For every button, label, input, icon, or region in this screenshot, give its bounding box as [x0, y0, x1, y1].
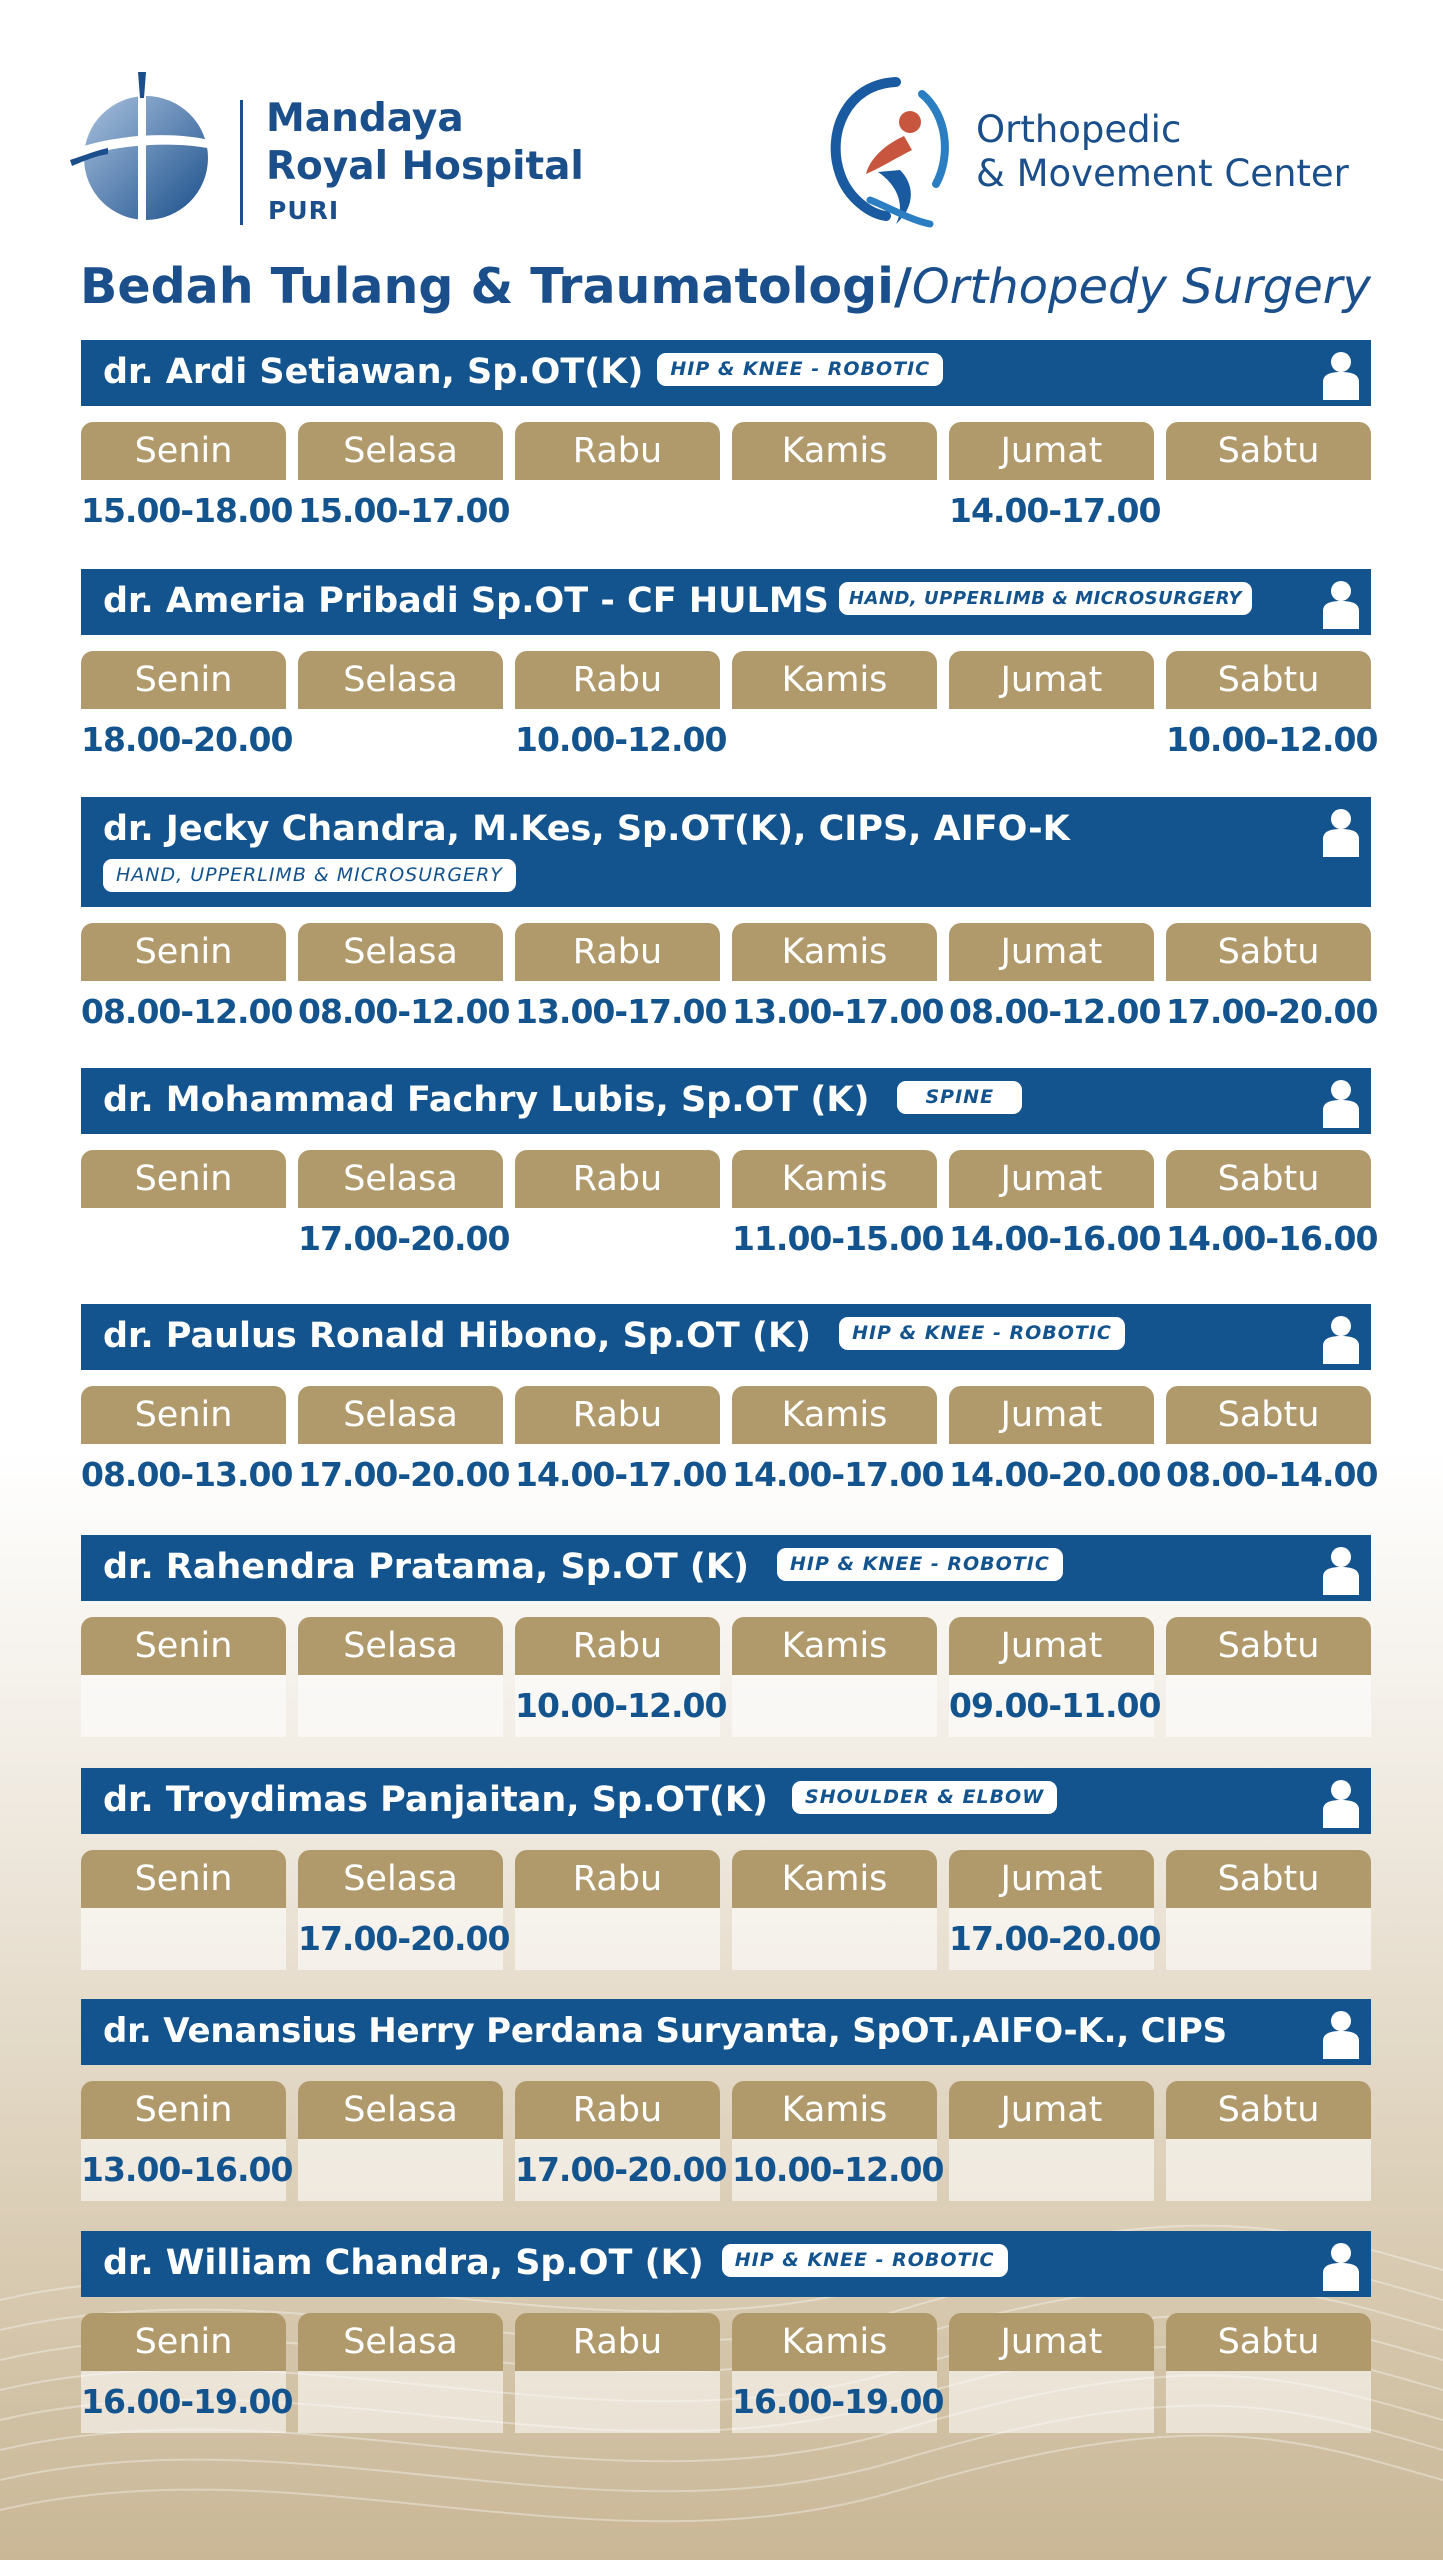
day-label: Selasa: [298, 1386, 503, 1444]
day-label: Rabu: [515, 2313, 720, 2371]
day-label: Jumat: [949, 923, 1154, 981]
day-label: Sabtu: [1166, 1617, 1371, 1675]
time-slot: [81, 1908, 286, 1970]
time-slot: 14.00-17.00: [515, 1455, 727, 1494]
time-row: [81, 709, 1378, 771]
time-slot: 18.00-20.00: [81, 720, 293, 759]
time-slot: [1166, 480, 1371, 542]
time-slot: [298, 2139, 503, 2201]
person-icon: [1321, 1543, 1361, 1595]
day-label: Selasa: [298, 651, 503, 709]
day-label: Sabtu: [1166, 651, 1371, 709]
person-icon: [1321, 2007, 1361, 2059]
day-label: Selasa: [298, 1850, 503, 1908]
day-label: Jumat: [949, 651, 1154, 709]
time-slot: 08.00-14.00: [1166, 1455, 1378, 1494]
day-label: Senin: [81, 2313, 286, 2371]
day-label: Sabtu: [1166, 923, 1371, 981]
time-slot: 08.00-12.00: [81, 992, 293, 1031]
time-slot: [1166, 2139, 1371, 2201]
time-slot: [515, 2371, 720, 2433]
person-icon: [1321, 1076, 1361, 1128]
day-label: Rabu: [515, 422, 720, 480]
doctor-card: [81, 1304, 1378, 1506]
day-label: Rabu: [515, 1386, 720, 1444]
time-slot: [515, 1208, 720, 1270]
doctor-name: dr. Ardi Setiawan, Sp.OT(K): [103, 352, 644, 392]
day-label: Kamis: [732, 1850, 937, 1908]
day-label: Sabtu: [1166, 1850, 1371, 1908]
time-slot: [81, 1208, 286, 1270]
doctor-card: [81, 1999, 1371, 2201]
time-slot: 10.00-12.00: [515, 1675, 720, 1737]
time-slot: 14.00-16.00: [1166, 1219, 1378, 1258]
time-slot: [515, 1908, 720, 1970]
doctor-card: [81, 797, 1378, 1043]
day-label: Selasa: [298, 422, 503, 480]
center-name-line1: Orthopedic: [976, 108, 1182, 151]
day-label: Selasa: [298, 923, 503, 981]
day-label: Rabu: [515, 651, 720, 709]
day-label: Rabu: [515, 1617, 720, 1675]
time-row: [81, 1908, 1371, 1970]
specialty-badge: SHOULDER & ELBOW: [792, 1781, 1057, 1814]
day-label: Rabu: [515, 1850, 720, 1908]
day-header-row: [81, 422, 1371, 480]
doctor-card: [81, 569, 1378, 771]
time-slot: 15.00-18.00: [81, 491, 293, 530]
time-slot: 17.00-20.00: [949, 1908, 1154, 1970]
doctor-header: [81, 1304, 1371, 1370]
doctor-header: [81, 2231, 1371, 2297]
time-slot: [1166, 2371, 1371, 2433]
person-icon: [1321, 348, 1361, 400]
time-slot: 15.00-17.00: [298, 491, 510, 530]
person-icon: [1321, 577, 1361, 629]
time-row: [81, 981, 1378, 1043]
specialty-badge: HAND, UPPERLIMB & MICROSURGERY: [103, 859, 516, 892]
time-slot: 14.00-17.00: [732, 1455, 944, 1494]
time-slot: [298, 709, 503, 771]
day-label: Senin: [81, 923, 286, 981]
specialty-badge: HAND, UPPERLIMB & MICROSURGERY: [839, 582, 1252, 615]
time-row: [81, 1208, 1378, 1270]
doctor-name: dr. Troydimas Panjaitan, Sp.OT(K): [103, 1780, 769, 1820]
doctor-name-row: [103, 1078, 1022, 1122]
doctor-header: [81, 1999, 1371, 2065]
doctor-name-row: [103, 1778, 1057, 1822]
time-slot: 17.00-20.00: [1166, 992, 1378, 1031]
time-slot: [515, 480, 720, 542]
time-slot: 10.00-12.00: [1166, 720, 1378, 759]
doctor-header: [81, 1535, 1371, 1601]
center-name-line2: & Movement Center: [976, 152, 1349, 195]
day-label: Selasa: [298, 1617, 503, 1675]
day-label: Jumat: [949, 1850, 1154, 1908]
day-header-row: [81, 923, 1371, 981]
specialty-badge: HIP & KNEE - ROBOTIC: [657, 353, 943, 386]
time-slot: 09.00-11.00: [949, 1675, 1154, 1737]
time-slot: [949, 709, 1154, 771]
day-header-row: [81, 1617, 1371, 1675]
day-label: Sabtu: [1166, 422, 1371, 480]
day-header-row: [81, 651, 1371, 709]
time-slot: 17.00-20.00: [515, 2139, 720, 2201]
specialty-badge: SPINE: [897, 1081, 1022, 1114]
time-slot: 16.00-19.00: [81, 2371, 286, 2433]
person-icon: [1321, 1776, 1361, 1828]
time-slot: [1166, 1908, 1371, 1970]
doctor-card: [81, 340, 1371, 542]
doctor-name-row: [103, 350, 943, 394]
time-slot: [732, 480, 937, 542]
time-slot: 17.00-20.00: [298, 1455, 510, 1494]
time-slot: 13.00-16.00: [81, 2139, 286, 2201]
day-label: Kamis: [732, 651, 937, 709]
hospital-name-line2: Royal Hospital: [266, 144, 584, 189]
day-label: Sabtu: [1166, 1386, 1371, 1444]
title-main: Bedah Tulang & Traumatologi: [80, 258, 894, 315]
day-label: Sabtu: [1166, 2313, 1371, 2371]
time-slot: [949, 2371, 1154, 2433]
doctor-header: [81, 569, 1371, 635]
time-slot: 14.00-16.00: [949, 1219, 1161, 1258]
movement-figure-logo-icon: [826, 74, 960, 234]
doctor-card: [81, 1768, 1371, 1970]
day-label: Kamis: [732, 923, 937, 981]
day-label: Senin: [81, 1617, 286, 1675]
doctor-name: dr. Venansius Herry Perdana Suryanta, SpOT.,AIFO-K., CIPS: [103, 2011, 1227, 2051]
day-label: Jumat: [949, 1386, 1154, 1444]
doctor-header: [81, 340, 1371, 406]
page-title: [80, 258, 1371, 315]
time-slot: [298, 2371, 503, 2433]
day-label: Senin: [81, 1386, 286, 1444]
specialty-badge: HIP & KNEE - ROBOTIC: [777, 1548, 1063, 1581]
header: [0, 0, 1443, 315]
doctor-card: [81, 2231, 1371, 2433]
person-icon: [1321, 1312, 1361, 1364]
doctor-header: [81, 797, 1371, 907]
time-row: [81, 2139, 1371, 2201]
day-label: Sabtu: [1166, 1150, 1371, 1208]
time-slot: 11.00-15.00: [732, 1219, 944, 1258]
time-slot: 08.00-12.00: [949, 992, 1161, 1031]
time-slot: 10.00-12.00: [732, 2139, 937, 2201]
day-label: Rabu: [515, 1150, 720, 1208]
day-label: Kamis: [732, 1150, 937, 1208]
day-label: Senin: [81, 651, 286, 709]
title-separator: /: [893, 258, 912, 315]
time-slot: 08.00-12.00: [298, 992, 510, 1031]
doctor-name-row: [103, 1545, 1063, 1589]
day-label: Rabu: [515, 2081, 720, 2139]
day-header-row: [81, 1150, 1371, 1208]
doctor-name-row: [103, 579, 1252, 623]
day-label: Sabtu: [1166, 2081, 1371, 2139]
time-slot: 17.00-20.00: [298, 1908, 503, 1970]
time-slot: [81, 1675, 286, 1737]
time-slot: [732, 1675, 937, 1737]
doctor-name: dr. Jecky Chandra, M.Kes, Sp.OT(K), CIPS, AIFO-K: [103, 809, 1070, 849]
day-header-row: [81, 2313, 1371, 2371]
day-header-row: [81, 2081, 1371, 2139]
time-slot: [1166, 1675, 1371, 1737]
time-slot: [949, 2139, 1154, 2201]
title-english: Orthopedy Surgery: [911, 259, 1371, 315]
person-icon: [1321, 2239, 1361, 2291]
day-label: Kamis: [732, 422, 937, 480]
time-slot: 13.00-17.00: [515, 992, 727, 1031]
specialty-badge: HIP & KNEE - ROBOTIC: [722, 2244, 1008, 2277]
hospital-name-line1: Mandaya: [266, 96, 464, 141]
time-row: [81, 2371, 1371, 2433]
specialty-badge: HIP & KNEE - ROBOTIC: [839, 1317, 1125, 1350]
doctor-header: [81, 1068, 1371, 1134]
day-label: Kamis: [732, 2313, 937, 2371]
time-slot: 08.00-13.00: [81, 1455, 293, 1494]
day-label: Jumat: [949, 2313, 1154, 2371]
header-divider: [240, 100, 243, 225]
day-label: Senin: [81, 1850, 286, 1908]
time-slot: [732, 1908, 937, 1970]
time-slot: [298, 1675, 503, 1737]
mandaya-globe-cross-logo-icon: [68, 70, 216, 230]
hospital-branch: PURI: [268, 196, 340, 225]
day-label: Rabu: [515, 923, 720, 981]
day-label: Jumat: [949, 2081, 1154, 2139]
day-label: Kamis: [732, 2081, 937, 2139]
doctor-name-row: [103, 1314, 1125, 1358]
time-slot: 17.00-20.00: [298, 1219, 510, 1258]
doctor-header: [81, 1768, 1371, 1834]
time-row: [81, 1675, 1371, 1737]
day-label: Jumat: [949, 422, 1154, 480]
time-slot: 13.00-17.00: [732, 992, 944, 1031]
day-label: Senin: [81, 422, 286, 480]
time-slot: 14.00-17.00: [949, 491, 1161, 530]
day-header-row: [81, 1850, 1371, 1908]
day-header-row: [81, 1386, 1371, 1444]
time-slot: 16.00-19.00: [732, 2371, 937, 2433]
doctor-name: dr. Rahendra Pratama, Sp.OT (K): [103, 1547, 749, 1587]
day-label: Jumat: [949, 1617, 1154, 1675]
day-label: Selasa: [298, 2313, 503, 2371]
doctor-name: dr. Ameria Pribadi Sp.OT - CF HULMS: [103, 581, 829, 621]
doctor-card: [81, 1068, 1378, 1270]
day-label: Kamis: [732, 1617, 937, 1675]
day-label: Selasa: [298, 2081, 503, 2139]
time-slot: 10.00-12.00: [515, 720, 727, 759]
doctor-card: [81, 1535, 1371, 1737]
day-label: Selasa: [298, 1150, 503, 1208]
time-slot: 14.00-20.00: [949, 1455, 1161, 1494]
time-row: [81, 1444, 1378, 1506]
day-label: Kamis: [732, 1386, 937, 1444]
day-label: Senin: [81, 1150, 286, 1208]
day-label: Senin: [81, 2081, 286, 2139]
doctor-name: dr. William Chandra, Sp.OT (K): [103, 2243, 704, 2283]
day-label: Jumat: [949, 1150, 1154, 1208]
doctor-name-row: [103, 2241, 1008, 2285]
person-icon: [1321, 805, 1361, 857]
time-slot: [732, 709, 937, 771]
doctor-name: dr. Paulus Ronald Hibono, Sp.OT (K): [103, 1316, 812, 1356]
doctor-name: dr. Mohammad Fachry Lubis, Sp.OT (K): [103, 1080, 870, 1120]
time-row: [81, 480, 1371, 542]
